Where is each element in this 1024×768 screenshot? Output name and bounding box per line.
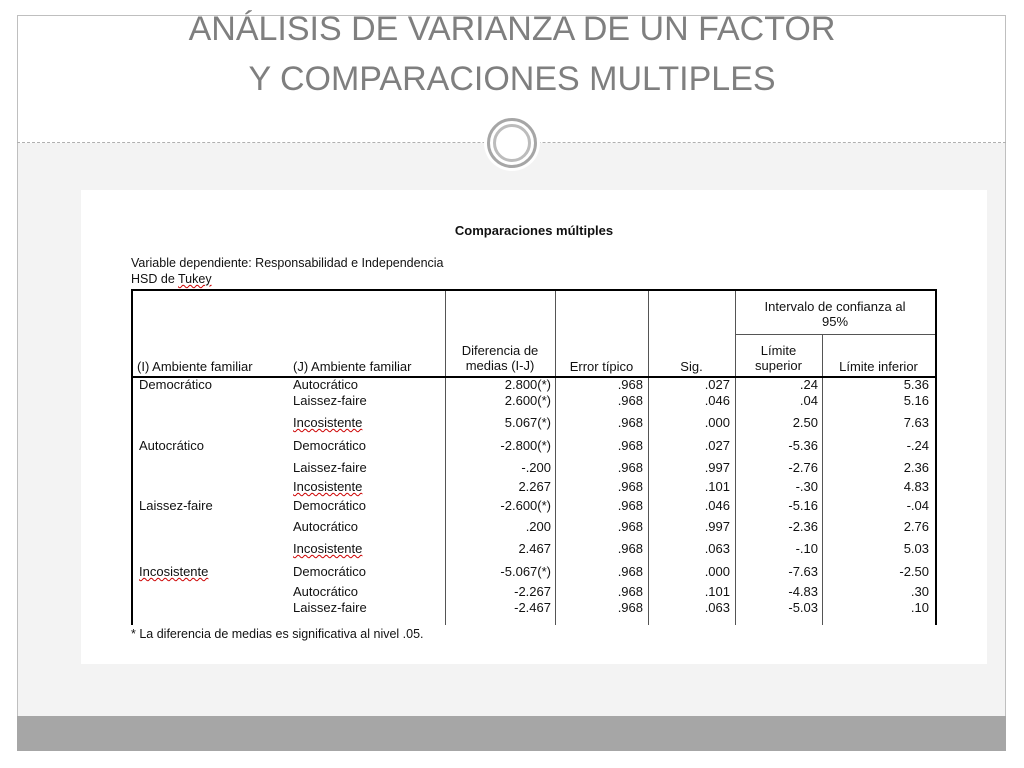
cell-upper: -.30 xyxy=(795,479,818,494)
cell-diff: 2.800(*) xyxy=(504,377,551,392)
cell-sig: .000 xyxy=(704,415,730,430)
cell-lower: 5.36 xyxy=(903,377,929,392)
cell-sig: .063 xyxy=(704,600,730,615)
header-rule xyxy=(735,334,935,335)
cell-j: Laissez-faire xyxy=(293,393,367,408)
header-diff-line1: Diferencia de xyxy=(461,343,539,358)
table-footnote: * La diferencia de medias es significativa al nivel .05. xyxy=(131,627,424,641)
slide-title-line-2: Y COMPARACIONES MULTIPLES xyxy=(248,60,776,98)
cell-error: .968 xyxy=(617,541,643,556)
header-upper-line2: superior xyxy=(755,358,802,373)
cell-diff: 2.267 xyxy=(518,479,551,494)
header-interval-line2: 95% xyxy=(821,314,849,329)
group-label: Democrático xyxy=(139,377,212,392)
header-sig: Sig. xyxy=(680,359,703,374)
circle-ornament-icon xyxy=(484,115,540,171)
header-interval-line1: Intervalo de confianza al xyxy=(764,299,906,314)
cell-sig: .027 xyxy=(704,377,730,392)
cell-error: .968 xyxy=(617,438,643,453)
cell-diff: -5.067(*) xyxy=(500,564,551,579)
cell-j: Laissez-faire xyxy=(293,600,367,615)
cell-lower: .30 xyxy=(910,584,929,599)
cell-diff: -2.467 xyxy=(514,600,551,615)
cell-sig: .997 xyxy=(704,519,730,534)
slide-title-line-1: ANÁLISIS DE VARIANZA DE UN FACTOR xyxy=(188,10,836,48)
cell-upper: -5.16 xyxy=(788,498,818,513)
header-error: Error típico xyxy=(569,359,634,374)
cell-sig: .046 xyxy=(704,393,730,408)
cell-upper: .04 xyxy=(799,393,818,408)
cell-j: Democrático xyxy=(293,498,366,513)
cell-upper: -5.03 xyxy=(788,600,818,615)
cell-diff: 5.067(*) xyxy=(504,415,551,430)
cell-upper: -4.83 xyxy=(788,584,818,599)
table-image-panel xyxy=(81,190,987,664)
cell-j: Laissez-faire xyxy=(293,460,367,475)
cell-lower: -2.50 xyxy=(899,564,929,579)
cell-error: .968 xyxy=(617,377,643,392)
table-caption: Comparaciones múltiples xyxy=(454,223,614,238)
header-upper xyxy=(735,343,822,373)
cell-lower: .10 xyxy=(910,600,929,615)
cell-diff: -2.600(*) xyxy=(500,498,551,513)
cell-error: .968 xyxy=(617,460,643,475)
cell-j: Autocrático xyxy=(293,377,359,392)
test-method xyxy=(131,272,212,286)
cell-lower: 2.36 xyxy=(903,460,929,475)
cell-error: .968 xyxy=(617,564,643,579)
test-name: Tukey xyxy=(178,272,212,286)
cell-j: Incosistente xyxy=(293,541,363,556)
group-label: Incosistente xyxy=(139,564,209,579)
cell-sig: .997 xyxy=(704,460,730,475)
comparisons-table xyxy=(131,289,937,625)
header-i: (I) Ambiente familiar xyxy=(137,359,253,374)
cell-diff: .200 xyxy=(525,519,551,534)
cell-upper: -2.76 xyxy=(788,460,818,475)
cell-upper: -7.63 xyxy=(788,564,818,579)
cell-upper: -5.36 xyxy=(788,438,818,453)
cell-error: .968 xyxy=(617,498,643,513)
cell-sig: .027 xyxy=(704,438,730,453)
cell-upper: -.10 xyxy=(795,541,818,556)
cell-j: Incosistente xyxy=(293,479,363,494)
cell-error: .968 xyxy=(617,600,643,615)
cell-j: Autocrático xyxy=(293,584,359,599)
header-j: (J) Ambiente familiar xyxy=(293,359,412,374)
cell-diff: 2.600(*) xyxy=(504,393,551,408)
cell-lower: 5.03 xyxy=(903,541,929,556)
cell-upper: .24 xyxy=(799,377,818,392)
cell-upper: -2.36 xyxy=(788,519,818,534)
cell-lower: 4.83 xyxy=(903,479,929,494)
cell-sig: .101 xyxy=(704,584,730,599)
cell-lower: 7.63 xyxy=(903,415,929,430)
header-diff xyxy=(445,343,555,373)
group-label: Autocrático xyxy=(139,438,205,453)
cell-lower: -.24 xyxy=(906,438,929,453)
header-diff-line2: medias (I-J) xyxy=(465,358,535,373)
cell-error: .968 xyxy=(617,584,643,599)
cell-j: Democrático xyxy=(293,564,366,579)
cell-sig: .101 xyxy=(704,479,730,494)
cell-j: Incosistente xyxy=(293,415,363,430)
cell-upper: 2.50 xyxy=(792,415,818,430)
bottom-band xyxy=(17,716,1006,751)
cell-diff: -2.267 xyxy=(514,584,551,599)
cell-sig: .000 xyxy=(704,564,730,579)
cell-error: .968 xyxy=(617,519,643,534)
group-label: Laissez-faire xyxy=(139,498,213,513)
header-upper-line1: Límite xyxy=(760,343,797,358)
cell-j: Democrático xyxy=(293,438,366,453)
cell-sig: .063 xyxy=(704,541,730,556)
cell-diff: -2.800(*) xyxy=(500,438,551,453)
cell-lower: 5.16 xyxy=(903,393,929,408)
cell-error: .968 xyxy=(617,415,643,430)
cell-lower: -.04 xyxy=(906,498,929,513)
cell-error: .968 xyxy=(617,393,643,408)
cell-diff: -.200 xyxy=(521,460,551,475)
cell-lower: 2.76 xyxy=(903,519,929,534)
cell-sig: .046 xyxy=(704,498,730,513)
header-lower: Límite inferior xyxy=(839,359,918,374)
header-interval xyxy=(735,299,935,329)
cell-diff: 2.467 xyxy=(518,541,551,556)
test-prefix: HSD de xyxy=(131,272,179,286)
cell-j: Autocrático xyxy=(293,519,359,534)
dependent-variable: Variable dependiente: Responsabilidad e Independencia xyxy=(131,256,444,270)
cell-error: .968 xyxy=(617,479,643,494)
